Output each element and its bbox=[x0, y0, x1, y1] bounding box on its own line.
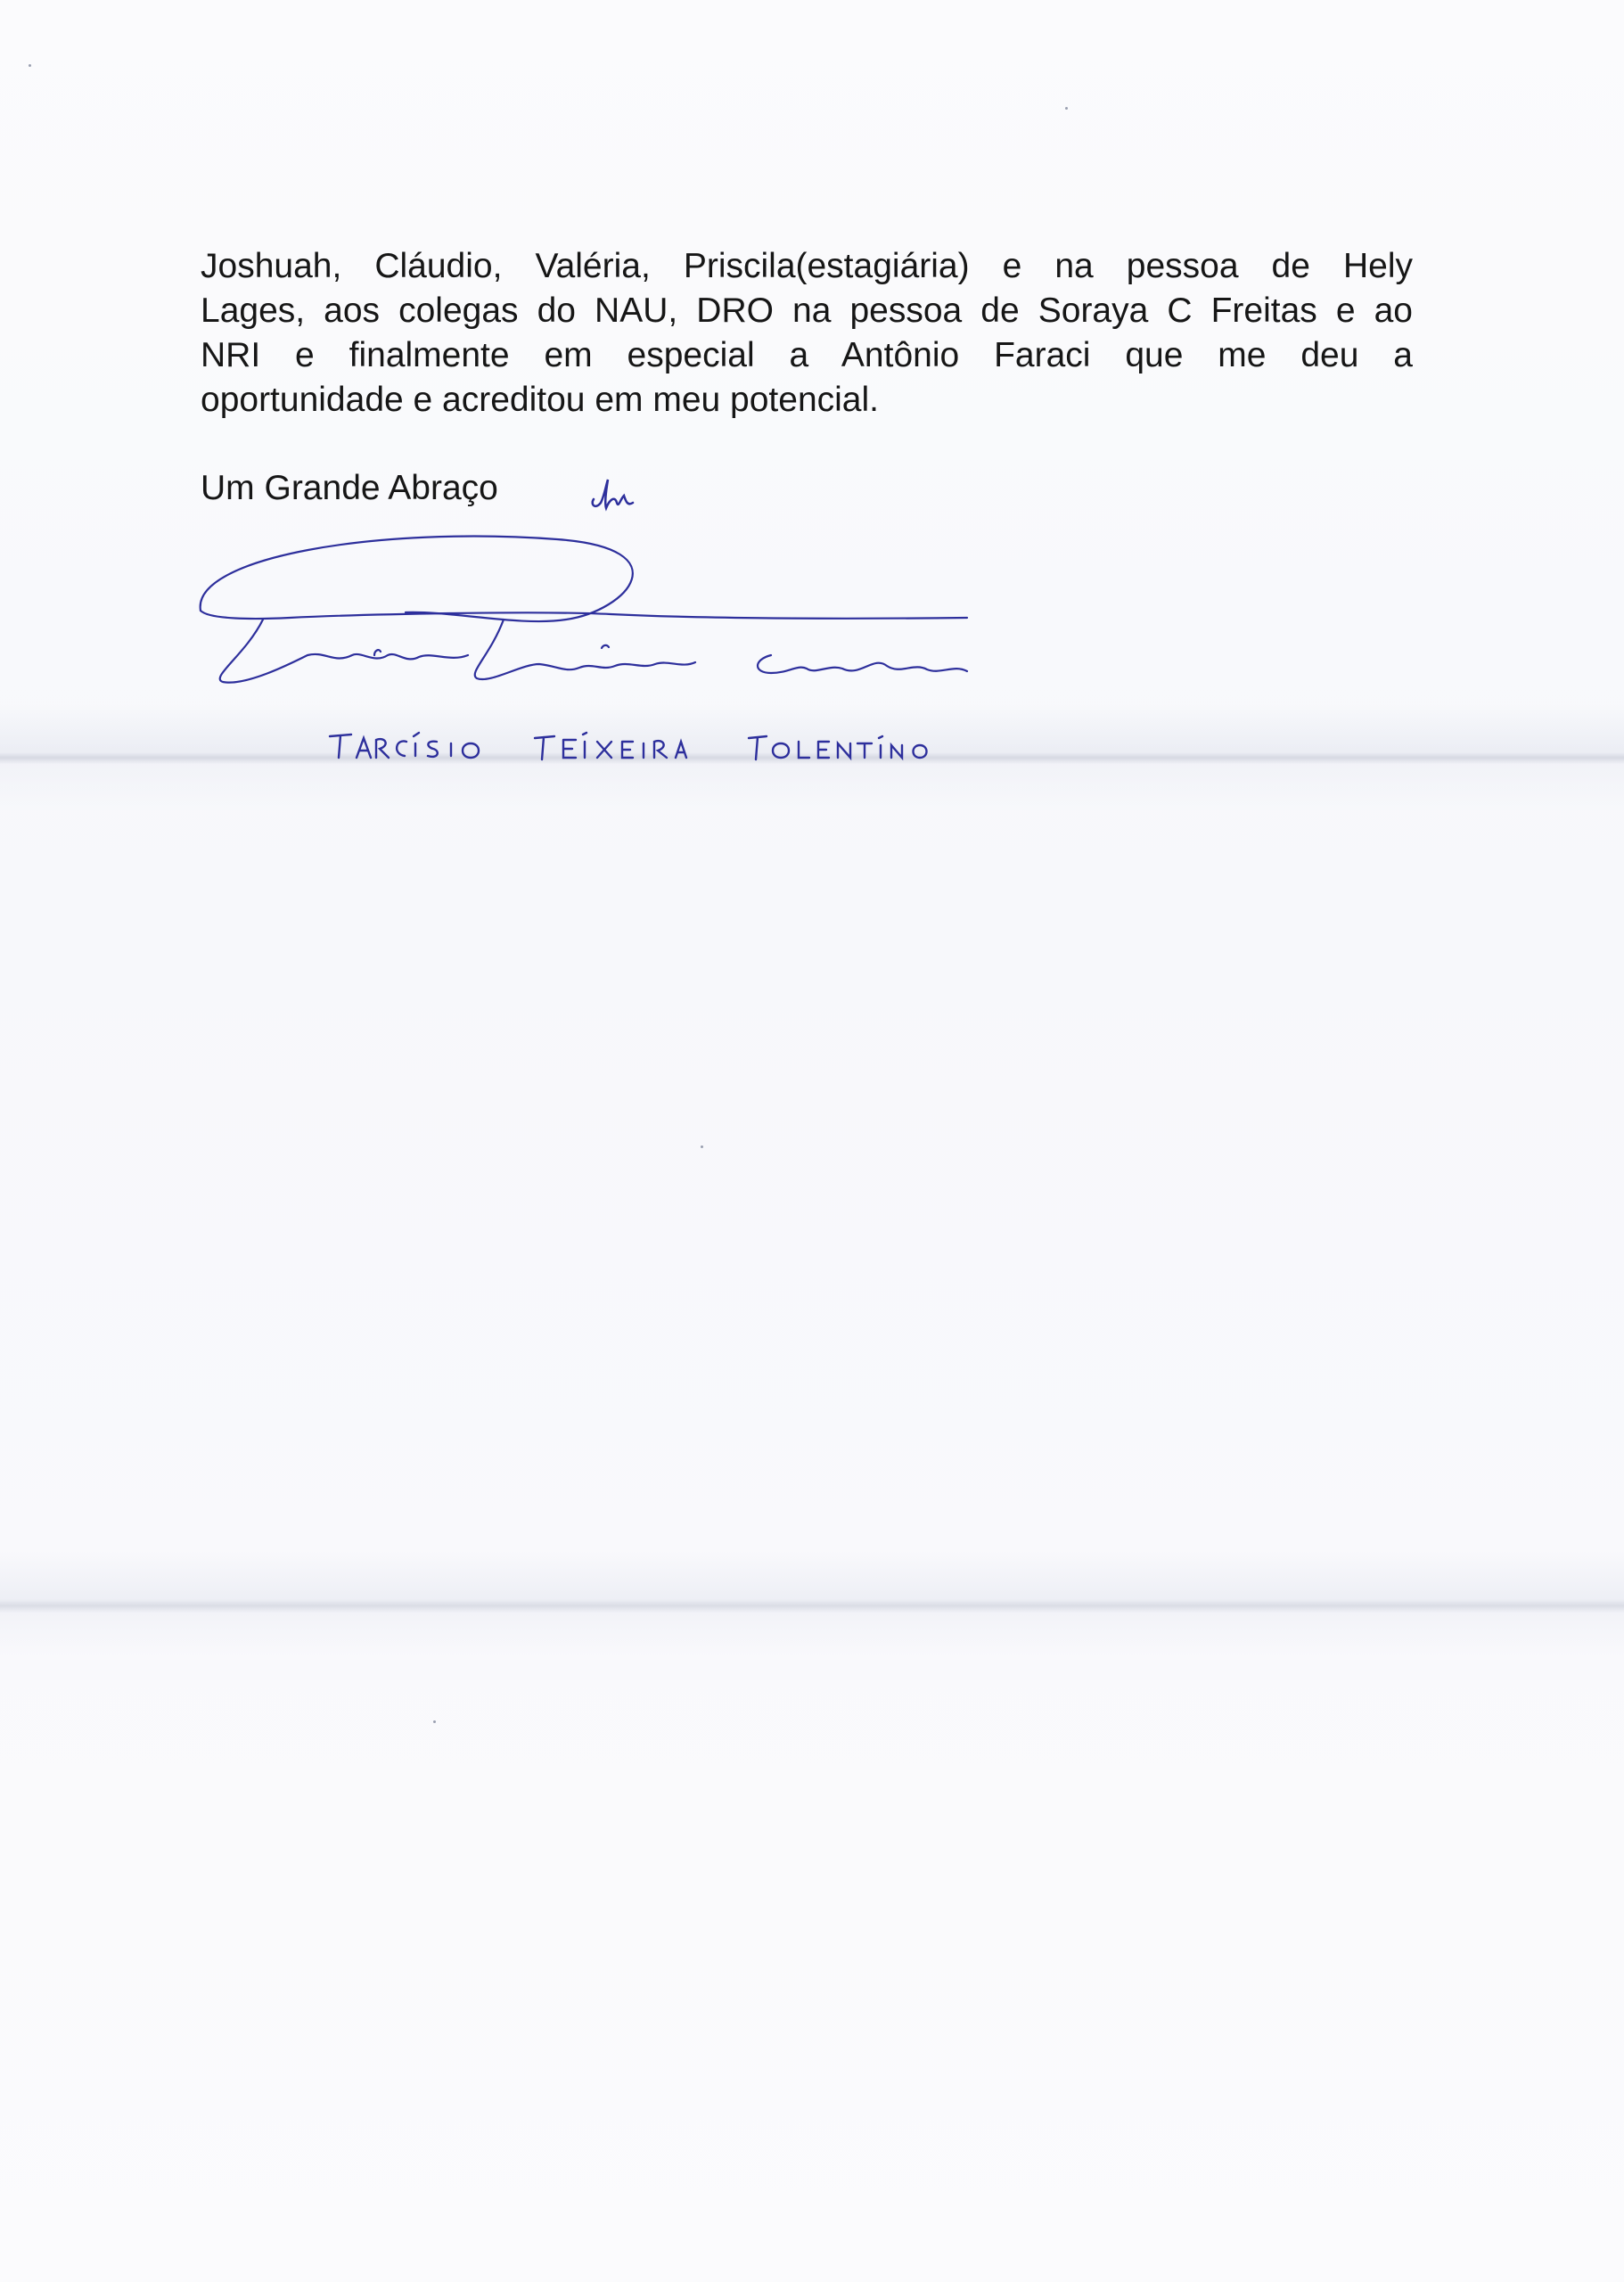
handwritten-printed-name bbox=[321, 720, 998, 774]
paper-speck bbox=[29, 64, 31, 67]
letter-body-line: NRI e finalmente em especial a Antônio Faraci que me deu a bbox=[201, 336, 1413, 374]
letter-body-line: Lages, aos colegas do NAU, DRO na pessoa de Soraya C Freitas e ao bbox=[201, 291, 1413, 330]
handwritten-signature bbox=[183, 521, 985, 700]
paper-speck bbox=[433, 1720, 436, 1723]
paper-speck bbox=[1065, 107, 1068, 110]
letter-closing: Um Grande Abraço bbox=[201, 469, 498, 507]
letter-body bbox=[201, 244, 1413, 423]
letter-body-line: Joshuah, Cláudio, Valéria, Priscila(estagiária) e na pessoa de Hely bbox=[201, 247, 1413, 285]
letter-body-line: oportunidade e acreditou em meu potencial. bbox=[201, 381, 879, 419]
paper-fold-line bbox=[0, 1551, 1624, 1658]
handwritten-initials bbox=[588, 472, 642, 517]
paper-speck bbox=[701, 1145, 703, 1148]
